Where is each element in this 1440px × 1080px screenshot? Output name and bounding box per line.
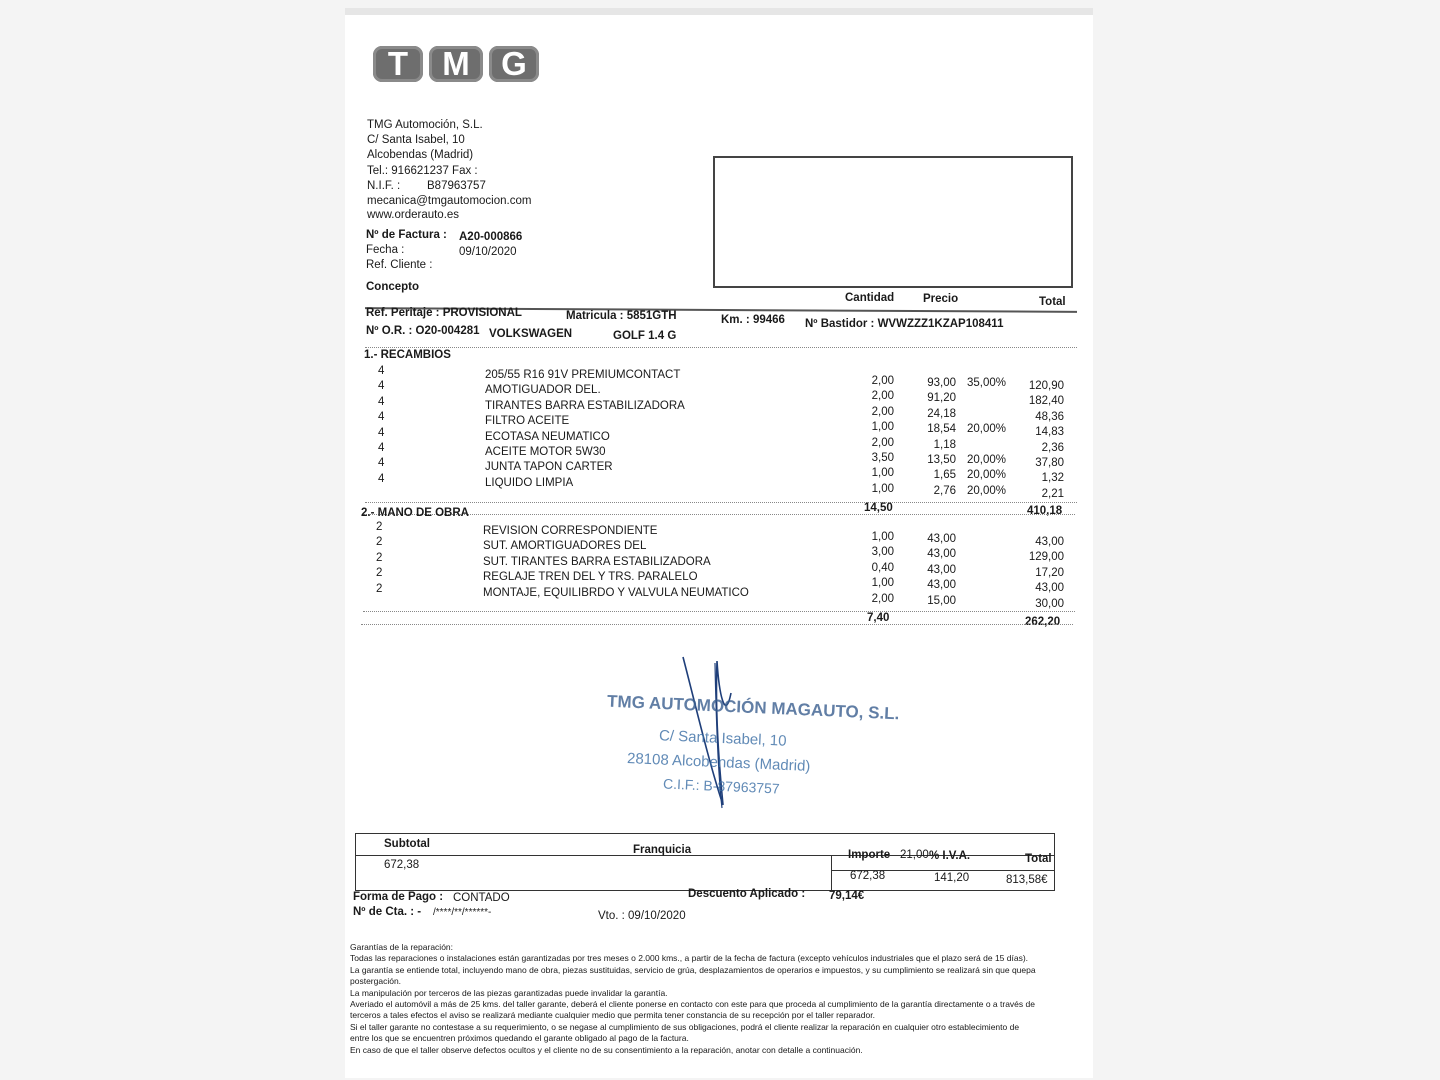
vehicle-brand: VOLKSWAGEN: [489, 328, 573, 340]
cuenta-label: Nº de Cta. : -: [353, 906, 422, 918]
item-quantity: 1,00: [871, 467, 894, 480]
importe-label: Importe: [848, 849, 891, 861]
descuento-value: 79,14€: [829, 890, 865, 902]
section-separator: [363, 514, 1075, 515]
item-discount: 35,00%: [967, 377, 1007, 389]
item-price: 43,00: [927, 563, 956, 576]
forma-pago-label: Forma de Pago :: [353, 891, 444, 903]
item-code: 4: [378, 457, 385, 470]
mano-obra-subtotal-rule: [363, 611, 1075, 612]
item-description: REVISION CORRESPONDIENTE: [483, 525, 658, 537]
section-title-recambios: 1.- RECAMBIOS: [364, 349, 451, 361]
item-quantity: 1,00: [871, 531, 894, 543]
item-description: ECOTASA NEUMATICO: [485, 430, 610, 443]
item-total: 37,80: [1035, 457, 1064, 469]
iva-label: % I.V.A.: [929, 850, 971, 862]
warranty-line: En caso de que el taller observe defectos ocultos y el cliente no de su consentimiento a la reparación, anotar con detalle a continuación.: [350, 1044, 863, 1055]
col-concepto: Concepto: [366, 281, 420, 293]
stamp-line-3: 28108 Alcobendas (Madrid): [626, 750, 811, 775]
factura-number: A20-000866: [459, 231, 523, 243]
item-total: 17,20: [1035, 566, 1064, 579]
invoice-page: [345, 8, 1093, 1078]
col-cantidad: Cantidad: [845, 292, 895, 304]
fecha-label: Fecha :: [366, 244, 405, 256]
kilometraje: Km. : 99466: [721, 314, 785, 326]
fecha-value: 09/10/2020: [459, 246, 517, 258]
warranty-line: Averiado el automóvil a más de 25 kms. del taller garante, deberá el cliente ponerse en contacto con este para que proceda al cumplimiento de la garantía directamente o a través de: [350, 999, 1035, 1009]
company-web: www.orderauto.es: [367, 209, 460, 221]
warranty-line: postergación.: [350, 976, 402, 987]
warranty-line: terceros a tales efectos el aviso se realizará mediante cualquier medio que permita tener constancia de su recepción por el taller reparador.: [350, 1010, 875, 1021]
total-value: 813,58€: [1006, 874, 1048, 886]
item-total: 30,00: [1035, 597, 1064, 610]
col-total: Total: [1039, 296, 1066, 308]
item-code: 2: [376, 536, 383, 549]
item-total: 2,36: [1041, 441, 1064, 454]
item-code: 4: [378, 411, 385, 424]
forma-pago-value: CONTADO: [453, 892, 510, 904]
item-quantity: 3,00: [871, 546, 894, 559]
item-quantity: 0,40: [871, 561, 894, 574]
tmg-logo: [373, 46, 539, 84]
franquicia-label: Franquicia: [633, 844, 692, 856]
item-description: LIQUIDO LIMPIA: [485, 476, 574, 489]
stamp-line-2: C/ Santa Isabel, 10: [658, 727, 787, 750]
item-total: 43,00: [1035, 582, 1064, 595]
recambios-sum-qty: 14,50: [864, 502, 893, 514]
recambios-subtotal-rule: [365, 502, 1077, 503]
matricula: Matricula : 5851GTH: [566, 310, 677, 322]
item-code: 2: [376, 551, 383, 564]
ref-cliente-label: Ref. Cliente :: [366, 259, 433, 271]
item-price: 2,76: [933, 484, 956, 497]
ref-peritaje: Ref. Peritaje : PROVISIONAL: [366, 307, 522, 319]
company-name: TMG Automoción, S.L.: [367, 119, 483, 131]
warranty-line: entre los que se encuentren próximos quedando el garante obligado al pago de la factura.: [350, 1033, 689, 1044]
cuenta-value: /****/**/******-: [433, 907, 492, 918]
line-item: [345, 472, 1093, 500]
item-discount: 20,00%: [967, 423, 1007, 436]
item-quantity: 2,00: [871, 592, 894, 605]
item-price: 43,00: [927, 533, 956, 545]
warranty-line: La garantía se entiende total, incluyendo mano de obra, piezas sustituidas, servicio de grúa, desplazamientos de operarios e impuestos, y su cumplimiento se realizará sin que quepa: [350, 964, 1036, 975]
item-code: 2: [376, 567, 383, 580]
item-code: 4: [378, 395, 385, 408]
item-description: SUT. TIRANTES BARRA ESTABILIZADORA: [483, 555, 711, 568]
item-price: 24,18: [927, 407, 956, 420]
vehicle-separator: [365, 347, 1077, 348]
item-code: 4: [378, 380, 385, 393]
line-item: [345, 582, 1093, 610]
item-price: 43,00: [927, 548, 956, 561]
total-label: Total: [1025, 853, 1052, 865]
item-total: 120,90: [1028, 380, 1064, 392]
vencimiento: Vto. : 09/10/2020: [598, 910, 686, 922]
warranty-line: Si el taller garante no contestase a su requerimiento, o se negase al cumplimiento de sus obligaciones, podrá el cliente realizar la reparación en cualquier otro establecimiento de: [350, 1021, 1020, 1032]
warranty-text: [345, 942, 1093, 1072]
logo-letter-m: M: [429, 46, 483, 82]
item-price: 1,65: [933, 469, 956, 482]
item-total: 14,83: [1035, 426, 1064, 439]
item-quantity: 1,00: [871, 421, 894, 434]
item-discount: 20,00%: [967, 454, 1007, 466]
item-discount: 20,00%: [967, 484, 1007, 497]
item-code: 4: [378, 426, 385, 439]
warranty-line: Todas las reparaciones o instalaciones están garantizadas por tres meses o 2.000 kms., a partir de la fecha de factura (excepto vehículos industriales que el plazo será de 15 días).: [350, 953, 1029, 964]
factura-label: Nº de Factura :: [366, 229, 447, 241]
item-total: 129,00: [1028, 551, 1064, 564]
item-total: 2,21: [1041, 487, 1064, 500]
item-total: 1,32: [1041, 472, 1064, 485]
warranty-line: La manipulación por terceros de las piezas garantizadas puede invalidar la garantía.: [350, 987, 668, 998]
item-description: TIRANTES BARRA ESTABILIZADORA: [485, 399, 685, 412]
item-price: 91,20: [927, 392, 956, 405]
item-price: 93,00: [927, 377, 956, 389]
item-price: 1,18: [933, 438, 956, 451]
item-discount: 20,00%: [967, 469, 1007, 482]
logo-letter-g: G: [489, 46, 539, 82]
item-total: 43,00: [1035, 536, 1064, 548]
item-quantity: 2,00: [871, 405, 894, 418]
company-nif-label: N.I.F. :: [367, 180, 401, 192]
logo-letter-t: T: [373, 46, 423, 82]
item-description: AMOTIGUADOR DEL.: [485, 384, 601, 397]
item-quantity: 1,00: [871, 577, 894, 590]
item-quantity: 2,00: [871, 436, 894, 449]
customer-address-box: [713, 156, 1073, 288]
item-total: 182,40: [1028, 395, 1064, 408]
company-street: C/ Santa Isabel, 10: [367, 134, 465, 146]
item-price: 18,54: [927, 423, 956, 436]
stamp-line-4: C.I.F.: B-87963757: [662, 775, 781, 797]
item-code: 2: [376, 582, 383, 595]
orden-reparacion: Nº O.R. : O20-004281: [366, 325, 480, 337]
company-nif: B87963757: [427, 180, 486, 192]
item-price: 15,00: [927, 594, 956, 607]
item-description: SUT. AMORTIGUADORES DEL: [483, 540, 647, 553]
subtotal-value: 672,38: [384, 859, 420, 871]
vehicle-model: GOLF 1.4 G: [613, 330, 677, 342]
company-city: Alcobendas (Madrid): [367, 149, 474, 161]
item-quantity: 2,00: [871, 390, 894, 403]
recambios-sum-total: 410,18: [1027, 505, 1063, 517]
item-quantity: 2,00: [871, 375, 894, 387]
item-description: FILTRO ACEITE: [485, 415, 570, 428]
item-code: 4: [378, 365, 385, 377]
stamp-line-1: TMG AUTOMOCIÓN MAGAUTO, S.L.: [606, 691, 900, 724]
col-precio: Precio: [923, 293, 959, 305]
item-description: REGLAJE TREN DEL Y TRS. PARALELO: [483, 571, 698, 584]
item-description: ACEITE MOTOR 5W30: [485, 446, 606, 458]
iva-rate: 21,00: [900, 849, 929, 861]
item-description: 205/55 R16 91V PREMIUMCONTACT: [485, 369, 681, 381]
subtotal-label: Subtotal: [384, 838, 430, 850]
mano-obra-sum-total: 262,20: [1025, 616, 1061, 628]
totals-divider: [831, 855, 832, 890]
item-total: 48,36: [1035, 410, 1064, 423]
item-price: 13,50: [927, 454, 956, 466]
item-quantity: 3,50: [871, 452, 894, 464]
company-email: mecanica@tmgautomocion.com: [367, 195, 532, 207]
iva-value: 141,20: [934, 872, 970, 884]
company-tel-fax: Tel.: 916621237 Fax :: [367, 165, 478, 177]
item-code: 4: [378, 472, 385, 485]
item-description: JUNTA TAPON CARTER: [485, 461, 613, 474]
scan-edge: [345, 8, 1093, 15]
item-description: MONTAJE, EQUILIBRDO Y VALVULA NEUMATICO: [483, 586, 749, 599]
bastidor: Nº Bastidor : WVWZZZ1KZAP108411: [805, 318, 1004, 330]
mano-obra-sum-qty: 7,40: [867, 612, 890, 624]
item-code: 2: [376, 521, 383, 533]
warranty-line: Garantías de la reparación:: [350, 942, 454, 952]
descuento-label: Descuento Aplicado :: [688, 888, 806, 900]
importe-value: 672,38: [850, 870, 886, 882]
items-end-rule: [361, 624, 1073, 625]
item-code: 4: [378, 442, 385, 454]
item-price: 43,00: [927, 579, 956, 592]
item-quantity: 1,00: [871, 482, 894, 495]
section-title-mano-obra: 2.- MANO DE OBRA: [361, 507, 469, 519]
